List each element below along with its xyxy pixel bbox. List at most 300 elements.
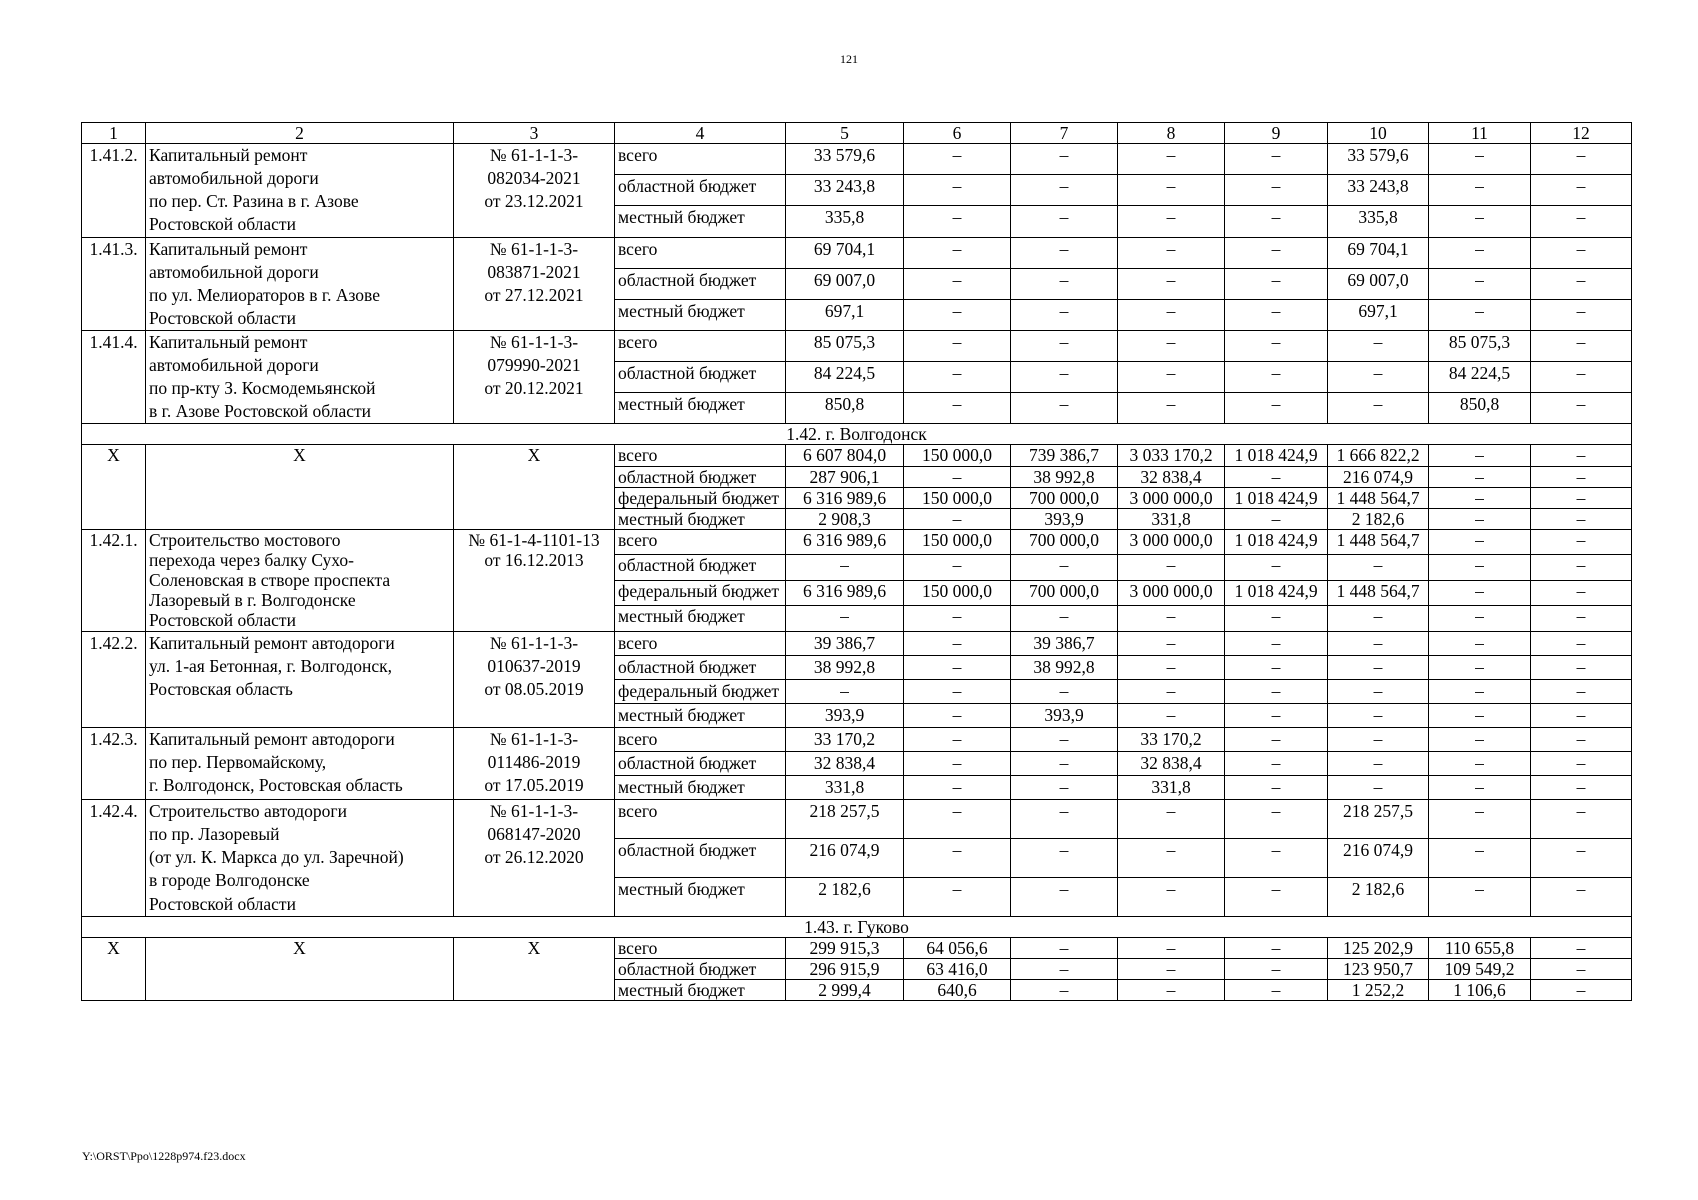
item-name: [146, 727, 454, 799]
value-cell: –: [1429, 727, 1531, 751]
item-name-line: Соленовская в створе проспекта: [149, 570, 391, 591]
value-cell: –: [1531, 655, 1632, 679]
item-name: Х: [146, 937, 454, 1000]
value-cell: 1 018 424,9: [1225, 487, 1328, 508]
item-document-line: № 61-1-4-1101-13: [468, 529, 600, 550]
value-cell: –: [904, 206, 1011, 237]
value-cell: –: [1328, 362, 1429, 393]
value-cell: 296 915,9: [786, 958, 904, 979]
item-number: 1.42.4.: [82, 800, 146, 916]
value-cell: –: [1429, 751, 1531, 775]
value-cell: 33 170,2: [1118, 727, 1225, 751]
item-name: [146, 330, 454, 423]
section-row: [82, 916, 1632, 937]
funding-source: местный бюджет: [615, 606, 786, 631]
value-cell: –: [1429, 445, 1531, 466]
value-cell: 85 075,3: [786, 330, 904, 361]
table-row: [82, 727, 1632, 751]
value-cell: –: [904, 606, 1011, 631]
value-cell: –: [786, 606, 904, 631]
value-cell: 69 704,1: [786, 237, 904, 268]
value-cell: 3 033 170,2: [1118, 445, 1225, 466]
value-cell: 150 000,0: [904, 487, 1011, 508]
value-cell: –: [1118, 679, 1225, 703]
value-cell: –: [904, 751, 1011, 775]
value-cell: 39 386,7: [786, 631, 904, 655]
value-cell: –: [1011, 776, 1118, 800]
value-cell: –: [786, 555, 904, 580]
funding-source: областной бюджет: [615, 655, 786, 679]
value-cell: 63 416,0: [904, 958, 1011, 979]
value-cell: 1 448 564,7: [1328, 580, 1429, 605]
value-cell: –: [1429, 877, 1531, 916]
value-cell: –: [1225, 144, 1328, 175]
value-cell: –: [1531, 508, 1632, 529]
value-cell: 700 000,0: [1011, 580, 1118, 605]
item-name-line: в городе Волгодонске: [149, 870, 310, 891]
item-number: Х: [82, 937, 146, 1000]
value-cell: –: [1118, 877, 1225, 916]
value-cell: 1 666 822,2: [1328, 445, 1429, 466]
item-number: 1.42.1.: [82, 529, 146, 631]
value-cell: 640,6: [904, 980, 1011, 1001]
value-cell: 69 704,1: [1328, 237, 1429, 268]
value-cell: 150 000,0: [904, 445, 1011, 466]
value-cell: –: [1118, 299, 1225, 330]
value-cell: –: [1011, 144, 1118, 175]
value-cell: –: [1531, 980, 1632, 1001]
column-header: 1: [82, 123, 146, 144]
value-cell: –: [1429, 299, 1531, 330]
value-cell: 33 579,6: [786, 144, 904, 175]
value-cell: –: [1118, 838, 1225, 877]
value-cell: 32 838,4: [1118, 466, 1225, 487]
value-cell: –: [1225, 268, 1328, 299]
table-row: [82, 529, 1632, 554]
value-cell: –: [1011, 299, 1118, 330]
value-cell: –: [1011, 606, 1118, 631]
value-cell: –: [904, 703, 1011, 727]
item-document-line: от 20.12.2021: [484, 378, 584, 399]
value-cell: 150 000,0: [904, 529, 1011, 554]
value-cell: 33 170,2: [786, 727, 904, 751]
item-document-line: № 61-1-1-3-: [489, 145, 579, 166]
value-cell: –: [1118, 800, 1225, 839]
value-cell: 110 655,8: [1429, 937, 1531, 958]
item-document-line: от 16.12.2013: [484, 550, 584, 570]
item-document-line: № 61-1-1-3-: [489, 728, 579, 749]
column-header: 9: [1225, 123, 1328, 144]
funding-source: всего: [615, 937, 786, 958]
funding-source: областной бюджет: [615, 838, 786, 877]
value-cell: –: [904, 299, 1011, 330]
funding-source: областной бюджет: [615, 958, 786, 979]
value-cell: –: [1531, 330, 1632, 361]
value-cell: –: [1118, 362, 1225, 393]
funding-source: областной бюджет: [615, 268, 786, 299]
value-cell: –: [1429, 776, 1531, 800]
value-cell: –: [1118, 703, 1225, 727]
value-cell: –: [1225, 655, 1328, 679]
item-document: [454, 529, 615, 631]
value-cell: 218 257,5: [786, 800, 904, 839]
value-cell: –: [1011, 751, 1118, 775]
value-cell: –: [1225, 206, 1328, 237]
value-cell: 393,9: [1011, 508, 1118, 529]
value-cell: –: [1531, 937, 1632, 958]
value-cell: –: [1531, 362, 1632, 393]
value-cell: –: [904, 631, 1011, 655]
value-cell: –: [1118, 980, 1225, 1001]
item-document-line: 079990-2021: [487, 354, 581, 375]
funding-source: всего: [615, 445, 786, 466]
value-cell: –: [1118, 393, 1225, 424]
item-name-line: Капитальный ремонт автодороги: [149, 632, 395, 653]
column-header: 8: [1118, 123, 1225, 144]
item-name: [146, 237, 454, 330]
item-number: 1.41.4.: [82, 330, 146, 423]
item-name-line: Капитальный ремонт автодороги: [149, 728, 395, 749]
column-header: 4: [615, 123, 786, 144]
value-cell: –: [1011, 555, 1118, 580]
value-cell: –: [904, 800, 1011, 839]
value-cell: –: [1011, 393, 1118, 424]
value-cell: –: [1531, 299, 1632, 330]
value-cell: –: [1118, 937, 1225, 958]
value-cell: –: [1225, 362, 1328, 393]
item-document-line: № 61-1-1-3-: [489, 801, 579, 822]
value-cell: –: [1531, 206, 1632, 237]
value-cell: –: [1328, 679, 1429, 703]
value-cell: 109 549,2: [1429, 958, 1531, 979]
item-name-line: Капитальный ремонт: [149, 331, 308, 352]
value-cell: –: [904, 393, 1011, 424]
value-cell: 739 386,7: [1011, 445, 1118, 466]
value-cell: –: [904, 268, 1011, 299]
funding-source: местный бюджет: [615, 776, 786, 800]
value-cell: –: [1429, 144, 1531, 175]
value-cell: –: [904, 175, 1011, 206]
value-cell: –: [1118, 330, 1225, 361]
value-cell: –: [1118, 606, 1225, 631]
item-document: [454, 330, 615, 423]
item-name-line: ул. 1-ая Бетонная, г. Волгодонск,: [149, 655, 393, 676]
value-cell: 38 992,8: [786, 655, 904, 679]
item-document-line: 082034-2021: [487, 168, 581, 189]
item-name-line: Ростовской области: [149, 610, 296, 631]
value-cell: –: [1011, 679, 1118, 703]
value-cell: –: [904, 144, 1011, 175]
item-name-line: Капитальный ремонт: [149, 238, 308, 259]
table-row: [82, 937, 1632, 958]
item-name-line: автомобильной дороги: [149, 354, 319, 375]
value-cell: 38 992,8: [1011, 466, 1118, 487]
value-cell: –: [1225, 679, 1328, 703]
item-name-line: (от ул. К. Маркса до ул. Заречной): [149, 847, 404, 868]
funding-source: всего: [615, 727, 786, 751]
column-header: 3: [454, 123, 615, 144]
item-document-line: № 61-1-1-3-: [489, 238, 579, 259]
column-header: 10: [1328, 123, 1429, 144]
value-cell: 84 224,5: [1429, 362, 1531, 393]
value-cell: 850,8: [1429, 393, 1531, 424]
table-row: [82, 800, 1632, 839]
value-cell: –: [1328, 631, 1429, 655]
value-cell: –: [1225, 299, 1328, 330]
value-cell: 2 182,6: [1328, 508, 1429, 529]
value-cell: 393,9: [786, 703, 904, 727]
page-number: 121: [840, 52, 858, 66]
value-cell: 393,9: [1011, 703, 1118, 727]
item-document: Х: [454, 937, 615, 1000]
value-cell: 123 950,7: [1328, 958, 1429, 979]
value-cell: 2 182,6: [786, 877, 904, 916]
value-cell: –: [1531, 580, 1632, 605]
item-name-line: по пр-кту З. Космодемьянской: [149, 378, 376, 399]
value-cell: 69 007,0: [1328, 268, 1429, 299]
item-number: 1.42.3.: [82, 727, 146, 799]
value-cell: –: [1225, 776, 1328, 800]
funding-source: всего: [615, 529, 786, 554]
value-cell: –: [1118, 175, 1225, 206]
item-document-line: 011486-2019: [487, 751, 581, 772]
value-cell: 697,1: [1328, 299, 1429, 330]
value-cell: 1 448 564,7: [1328, 487, 1429, 508]
value-cell: –: [1011, 330, 1118, 361]
item-name-line: Ростовской области: [149, 307, 296, 328]
value-cell: –: [1225, 727, 1328, 751]
value-cell: –: [1225, 631, 1328, 655]
value-cell: 2 182,6: [1328, 877, 1429, 916]
item-name-line: Ростовская область: [149, 678, 293, 699]
value-cell: –: [1118, 206, 1225, 237]
value-cell: –: [904, 679, 1011, 703]
item-number: 1.41.3.: [82, 237, 146, 330]
value-cell: –: [904, 362, 1011, 393]
value-cell: –: [1225, 838, 1328, 877]
item-document-line: от 27.12.2021: [484, 284, 584, 305]
value-cell: 3 000 000,0: [1118, 529, 1225, 554]
value-cell: –: [1429, 237, 1531, 268]
value-cell: 69 007,0: [786, 268, 904, 299]
value-cell: –: [1429, 703, 1531, 727]
item-name: [146, 800, 454, 916]
value-cell: –: [1429, 268, 1531, 299]
value-cell: –: [1225, 508, 1328, 529]
item-document: [454, 237, 615, 330]
value-cell: 1 018 424,9: [1225, 580, 1328, 605]
value-cell: 850,8: [786, 393, 904, 424]
value-cell: –: [1011, 237, 1118, 268]
item-number: 1.41.2.: [82, 144, 146, 237]
value-cell: –: [904, 330, 1011, 361]
value-cell: –: [1118, 655, 1225, 679]
value-cell: 216 074,9: [786, 838, 904, 877]
value-cell: 3 000 000,0: [1118, 487, 1225, 508]
item-name-line: автомобильной дороги: [149, 168, 319, 189]
funding-source: всего: [615, 631, 786, 655]
value-cell: –: [1225, 980, 1328, 1001]
value-cell: –: [1225, 393, 1328, 424]
value-cell: –: [1225, 466, 1328, 487]
value-cell: –: [1531, 631, 1632, 655]
value-cell: 6 607 804,0: [786, 445, 904, 466]
item-document: [454, 800, 615, 916]
value-cell: –: [1011, 800, 1118, 839]
value-cell: –: [1011, 268, 1118, 299]
value-cell: –: [1429, 508, 1531, 529]
value-cell: –: [1531, 237, 1632, 268]
value-cell: –: [1118, 268, 1225, 299]
header-row: [82, 123, 1632, 144]
funding-source: местный бюджет: [615, 393, 786, 424]
value-cell: –: [1429, 580, 1531, 605]
value-cell: –: [1429, 175, 1531, 206]
item-name-line: г. Волгодонск, Ростовская область: [149, 775, 403, 796]
table-row: [82, 330, 1632, 361]
value-cell: –: [1429, 206, 1531, 237]
value-cell: 216 074,9: [1328, 838, 1429, 877]
item-name-line: по пер. Ст. Разина в г. Азове: [149, 191, 359, 212]
value-cell: –: [1531, 776, 1632, 800]
value-cell: 335,8: [786, 206, 904, 237]
value-cell: 1 106,6: [1429, 980, 1531, 1001]
value-cell: –: [1328, 330, 1429, 361]
column-header: 12: [1531, 123, 1632, 144]
value-cell: 32 838,4: [786, 751, 904, 775]
value-cell: –: [1429, 631, 1531, 655]
value-cell: –: [1328, 703, 1429, 727]
value-cell: –: [904, 466, 1011, 487]
column-header: 2: [146, 123, 454, 144]
funding-source: местный бюджет: [615, 877, 786, 916]
item-document-line: № 61-1-1-3-: [489, 331, 579, 352]
item-name-line: Ростовской области: [149, 893, 296, 914]
value-cell: 6 316 989,6: [786, 529, 904, 554]
value-cell: 38 992,8: [1011, 655, 1118, 679]
funding-source: федеральный бюджет: [615, 580, 786, 605]
value-cell: –: [1429, 655, 1531, 679]
funding-source: федеральный бюджет: [615, 679, 786, 703]
item-name: [146, 144, 454, 237]
value-cell: –: [1225, 937, 1328, 958]
item-name-line: перехода через балку Сухо-: [149, 550, 354, 570]
value-cell: –: [1531, 727, 1632, 751]
value-cell: 150 000,0: [904, 580, 1011, 605]
item-document-line: № 61-1-1-3-: [489, 632, 579, 653]
value-cell: –: [1429, 800, 1531, 839]
budget-table: [81, 122, 1632, 1001]
item-document: [454, 631, 615, 727]
column-header: 6: [904, 123, 1011, 144]
value-cell: –: [904, 838, 1011, 877]
item-name-line: Капитальный ремонт: [149, 145, 308, 166]
value-cell: –: [786, 679, 904, 703]
value-cell: 6 316 989,6: [786, 487, 904, 508]
item-document-line: от 08.05.2019: [484, 678, 584, 699]
value-cell: 2 908,3: [786, 508, 904, 529]
value-cell: –: [1429, 555, 1531, 580]
item-name-line: Строительство автодороги: [149, 801, 347, 822]
item-document-line: от 23.12.2021: [484, 191, 584, 212]
funding-source: местный бюджет: [615, 206, 786, 237]
item-name-line: автомобильной дороги: [149, 261, 319, 282]
value-cell: –: [1118, 144, 1225, 175]
value-cell: –: [1225, 606, 1328, 631]
value-cell: 32 838,4: [1118, 751, 1225, 775]
value-cell: –: [1531, 445, 1632, 466]
item-number: Х: [82, 445, 146, 530]
item-name-line: Строительство мостового: [149, 529, 341, 550]
value-cell: 33 243,8: [1328, 175, 1429, 206]
value-cell: 218 257,5: [1328, 800, 1429, 839]
value-cell: –: [1429, 679, 1531, 703]
table-row: [82, 445, 1632, 466]
value-cell: –: [904, 877, 1011, 916]
value-cell: –: [1531, 751, 1632, 775]
value-cell: –: [1531, 487, 1632, 508]
section-title: 1.43. г. Гуково: [82, 916, 1632, 937]
table-row: [82, 631, 1632, 655]
value-cell: –: [904, 237, 1011, 268]
item-name-line: по пр. Лазоревый: [149, 824, 280, 845]
value-cell: –: [1118, 958, 1225, 979]
value-cell: –: [1531, 555, 1632, 580]
value-cell: 700 000,0: [1011, 529, 1118, 554]
value-cell: –: [1011, 838, 1118, 877]
value-cell: –: [1328, 751, 1429, 775]
value-cell: –: [1328, 776, 1429, 800]
value-cell: –: [1011, 958, 1118, 979]
funding-source: всего: [615, 800, 786, 839]
value-cell: –: [904, 727, 1011, 751]
value-cell: 85 075,3: [1429, 330, 1531, 361]
value-cell: –: [1011, 206, 1118, 237]
value-cell: –: [1531, 703, 1632, 727]
value-cell: 6 316 989,6: [786, 580, 904, 605]
item-document: Х: [454, 445, 615, 530]
value-cell: 1 018 424,9: [1225, 445, 1328, 466]
value-cell: –: [1429, 606, 1531, 631]
section-title: 1.42. г. Волгодонск: [82, 424, 1632, 445]
funding-source: всего: [615, 144, 786, 175]
value-cell: 33 579,6: [1328, 144, 1429, 175]
value-cell: –: [1225, 175, 1328, 206]
column-header: 11: [1429, 123, 1531, 144]
value-cell: –: [1531, 144, 1632, 175]
funding-source: местный бюджет: [615, 980, 786, 1001]
item-name-line: Ростовской области: [149, 214, 296, 235]
funding-source: всего: [615, 237, 786, 268]
funding-source: областной бюджет: [615, 555, 786, 580]
funding-source: областной бюджет: [615, 751, 786, 775]
column-header: 7: [1011, 123, 1118, 144]
value-cell: 1 018 424,9: [1225, 529, 1328, 554]
item-document-line: 083871-2021: [487, 261, 581, 282]
value-cell: 331,8: [786, 776, 904, 800]
item-document-line: от 17.05.2019: [484, 775, 584, 796]
value-cell: –: [1225, 800, 1328, 839]
value-cell: –: [1328, 655, 1429, 679]
item-document: [454, 144, 615, 237]
value-cell: –: [1011, 727, 1118, 751]
value-cell: –: [1429, 838, 1531, 877]
value-cell: –: [1011, 175, 1118, 206]
value-cell: –: [904, 655, 1011, 679]
value-cell: –: [1531, 606, 1632, 631]
value-cell: –: [1429, 466, 1531, 487]
value-cell: 287 906,1: [786, 466, 904, 487]
